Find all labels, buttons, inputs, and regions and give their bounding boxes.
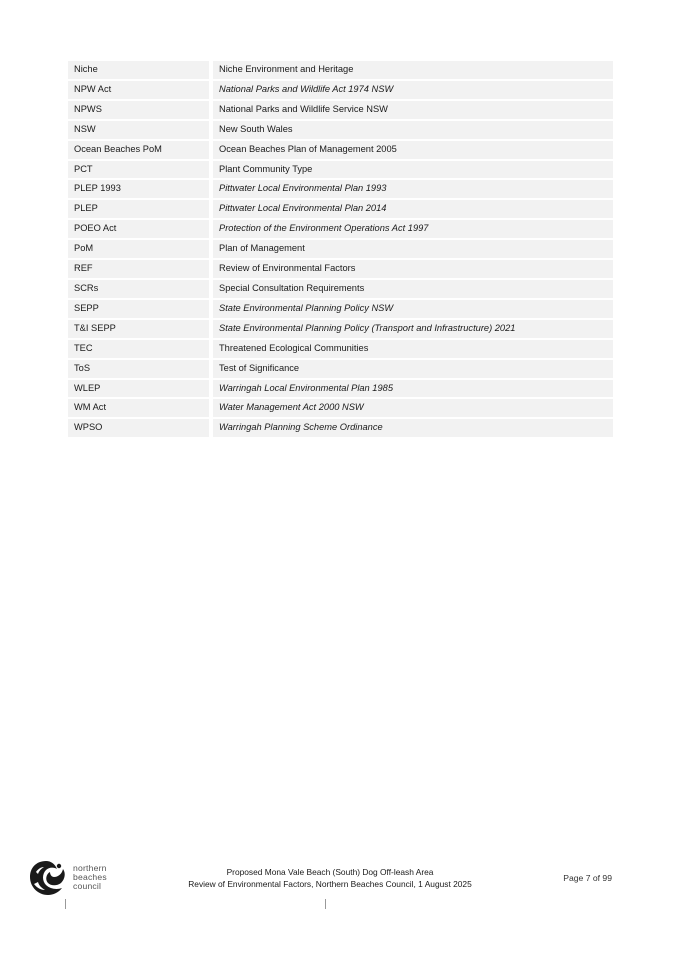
abbreviation-definition: Ocean Beaches Plan of Management 2005 [213, 141, 613, 159]
abbreviation-term: PLEP [68, 200, 213, 218]
table-row [68, 419, 613, 437]
abbreviation-definition: Plant Community Type [213, 161, 613, 179]
footer-divider-mark [65, 899, 66, 909]
abbreviation-definition: Niche Environment and Heritage [213, 61, 613, 79]
table-row [68, 200, 613, 218]
table-row [68, 61, 613, 79]
table-row [68, 320, 613, 338]
footer-title [160, 866, 500, 890]
abbreviation-definition: Plan of Management [213, 240, 613, 258]
table-row [68, 81, 613, 99]
abbreviation-term: WLEP [68, 380, 213, 398]
abbreviation-term: POEO Act [68, 220, 213, 238]
abbreviation-definition: Warringah Planning Scheme Ordinance [213, 419, 613, 437]
abbreviation-definition: Pittwater Local Environmental Plan 2014 [213, 200, 613, 218]
table-row [68, 340, 613, 358]
logo-line-3: council [73, 881, 102, 891]
abbreviation-definition: Water Management Act 2000 NSW [213, 399, 613, 417]
table-row [68, 300, 613, 318]
table-row [68, 220, 613, 238]
abbreviation-definition: Special Consultation Requirements [213, 280, 613, 298]
table-row [68, 161, 613, 179]
table-row [68, 180, 613, 198]
footer-divider-mark [325, 899, 326, 909]
council-logo-wordmark [73, 864, 107, 891]
table-row [68, 121, 613, 139]
abbreviation-term: NPWS [68, 101, 213, 119]
abbreviation-definition: New South Wales [213, 121, 613, 139]
abbreviation-definition: Warringah Local Environmental Plan 1985 [213, 380, 613, 398]
abbreviation-definition: Pittwater Local Environmental Plan 1993 [213, 180, 613, 198]
abbreviation-term: PCT [68, 161, 213, 179]
abbreviation-definition: Threatened Ecological Communities [213, 340, 613, 358]
abbreviations-body [68, 61, 613, 437]
abbreviation-term: SEPP [68, 300, 213, 318]
table-row [68, 101, 613, 119]
abbreviation-term: NPW Act [68, 81, 213, 99]
abbreviation-term: ToS [68, 360, 213, 378]
abbreviation-definition: National Parks and Wildlife Act 1974 NSW [213, 81, 613, 99]
abbreviation-definition: National Parks and Wildlife Service NSW [213, 101, 613, 119]
abbreviation-definition: State Environmental Planning Policy (Transport and Infrastructure) 2021 [213, 320, 613, 338]
abbreviations-table [68, 59, 613, 439]
abbreviation-term: NSW [68, 121, 213, 139]
abbreviation-term: PoM [68, 240, 213, 258]
abbreviation-term: WM Act [68, 399, 213, 417]
abbreviation-term: T&I SEPP [68, 320, 213, 338]
abbreviation-term: WPSO [68, 419, 213, 437]
table-row [68, 240, 613, 258]
table-row [68, 399, 613, 417]
abbreviation-term: Niche [68, 61, 213, 79]
abbreviation-definition: Test of Significance [213, 360, 613, 378]
abbreviation-term: SCRs [68, 280, 213, 298]
table-row [68, 141, 613, 159]
logo-line-2: beaches [73, 872, 107, 882]
table-row [68, 360, 613, 378]
abbreviation-term: PLEP 1993 [68, 180, 213, 198]
abbreviation-term: TEC [68, 340, 213, 358]
abbreviation-definition: Review of Environmental Factors [213, 260, 613, 278]
page-number: Page 7 of 99 [563, 873, 612, 883]
table-row [68, 260, 613, 278]
table-row [68, 380, 613, 398]
abbreviation-definition: State Environmental Planning Policy NSW [213, 300, 613, 318]
footer-title-line-2: Review of Environmental Factors, Northern Beaches Council, 1 August 2025 [188, 879, 472, 889]
abbreviation-term: REF [68, 260, 213, 278]
footer-title-line-1: Proposed Mona Vale Beach (South) Dog Off-leash Area [226, 867, 434, 877]
table-row [68, 280, 613, 298]
abbreviation-definition: Protection of the Environment Operations Act 1997 [213, 220, 613, 238]
logo-line-1: northern [73, 863, 107, 873]
abbreviation-term: Ocean Beaches PoM [68, 141, 213, 159]
